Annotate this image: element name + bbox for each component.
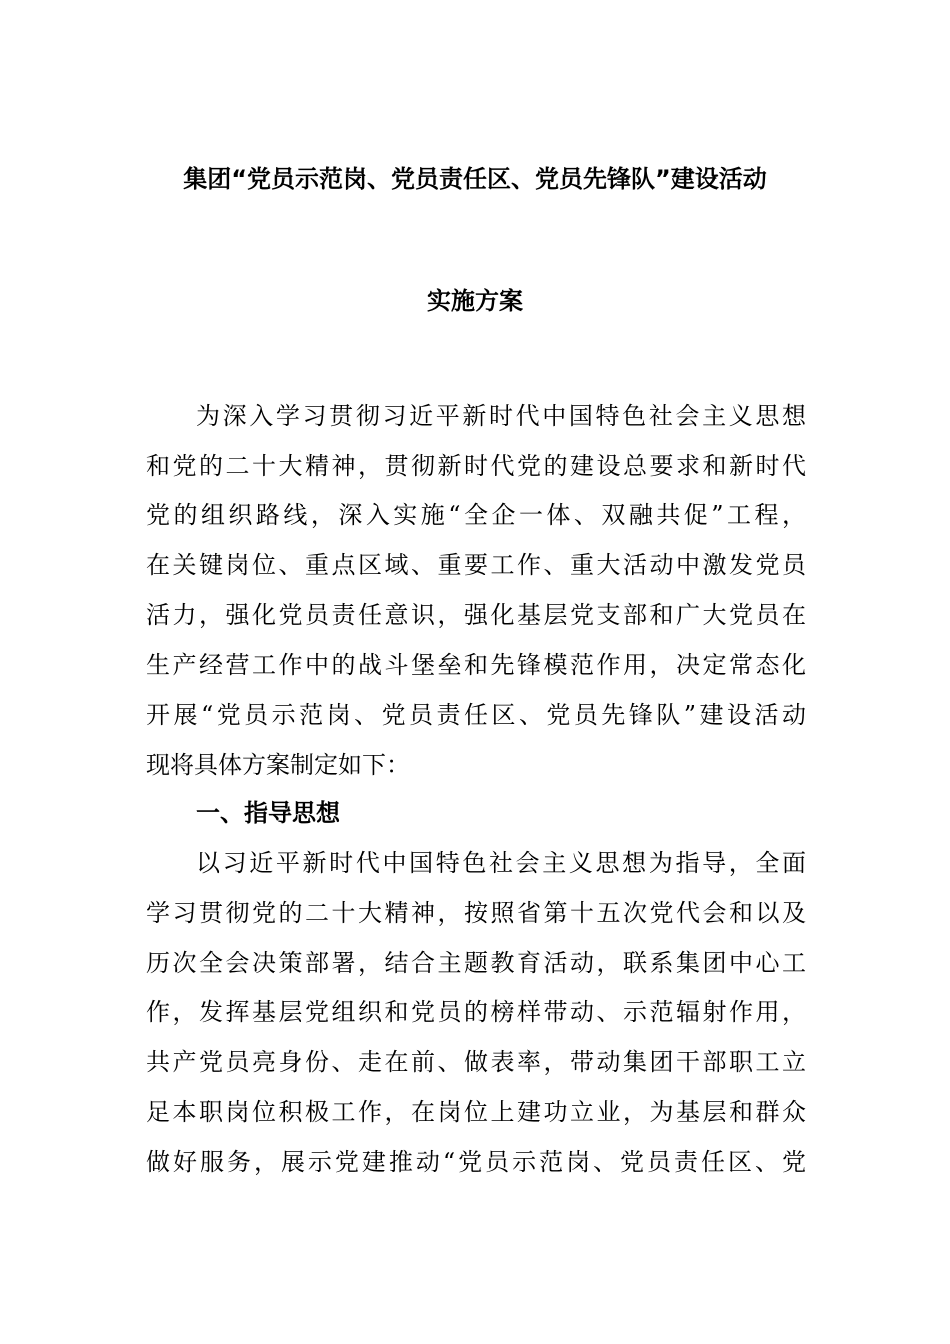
intro-paragraph-line: 生产经营工作中的战斗堡垒和先锋模范作用，决定常态化 (146, 651, 806, 679)
intro-paragraph-line: 活力，强化党员责任意识，强化基层党支部和广大党员在 (146, 601, 806, 629)
intro-paragraph-line: 和党的二十大精神，贯彻新时代党的建设总要求和新时代 (146, 452, 806, 480)
intro-paragraph-line: 在关键岗位、重点区域、重要工作、重大活动中激发党员 (146, 551, 806, 579)
section-paragraph-line: 历次全会决策部署，结合主题教育活动，联系集团中心工 (146, 949, 806, 977)
section-paragraph-line: 以习近平新时代中国特色社会主义思想为指导，全面 (196, 849, 806, 877)
section-paragraph-line: 足本职岗位积极工作，在岗位上建功立业，为基层和群众 (146, 1098, 806, 1126)
section-paragraph-line: 作，发挥基层党组织和党员的榜样带动、示范辐射作用， (146, 998, 806, 1026)
section-paragraph-line: 做好服务，展示党建推动“党员示范岗、党员责任区、党 (146, 1148, 806, 1176)
intro-paragraph-line: 开展“党员示范岗、党员责任区、党员先锋队”建设活动 (146, 701, 806, 729)
section-paragraph-line: 共产党员亮身份、走在前、做表率，带动集团干部职工立 (146, 1048, 806, 1076)
intro-paragraph-line: 现将具体方案制定如下： (146, 751, 410, 779)
section-paragraph-line: 学习贯彻党的二十大精神，按照省第十五次党代会和以及 (146, 899, 806, 927)
document-title-line-1: 集团“党员示范岗、党员责任区、党员先锋队”建设活动 (183, 165, 767, 193)
intro-paragraph-line: 党的组织路线，深入实施“全企一体、双融共促”工程， (146, 501, 806, 529)
document-title-line-2: 实施方案 (427, 287, 523, 315)
intro-paragraph-line: 为深入学习贯彻习近平新时代中国特色社会主义思想 (196, 402, 806, 430)
section-heading-guiding-ideology: 一、指导思想 (196, 799, 340, 827)
